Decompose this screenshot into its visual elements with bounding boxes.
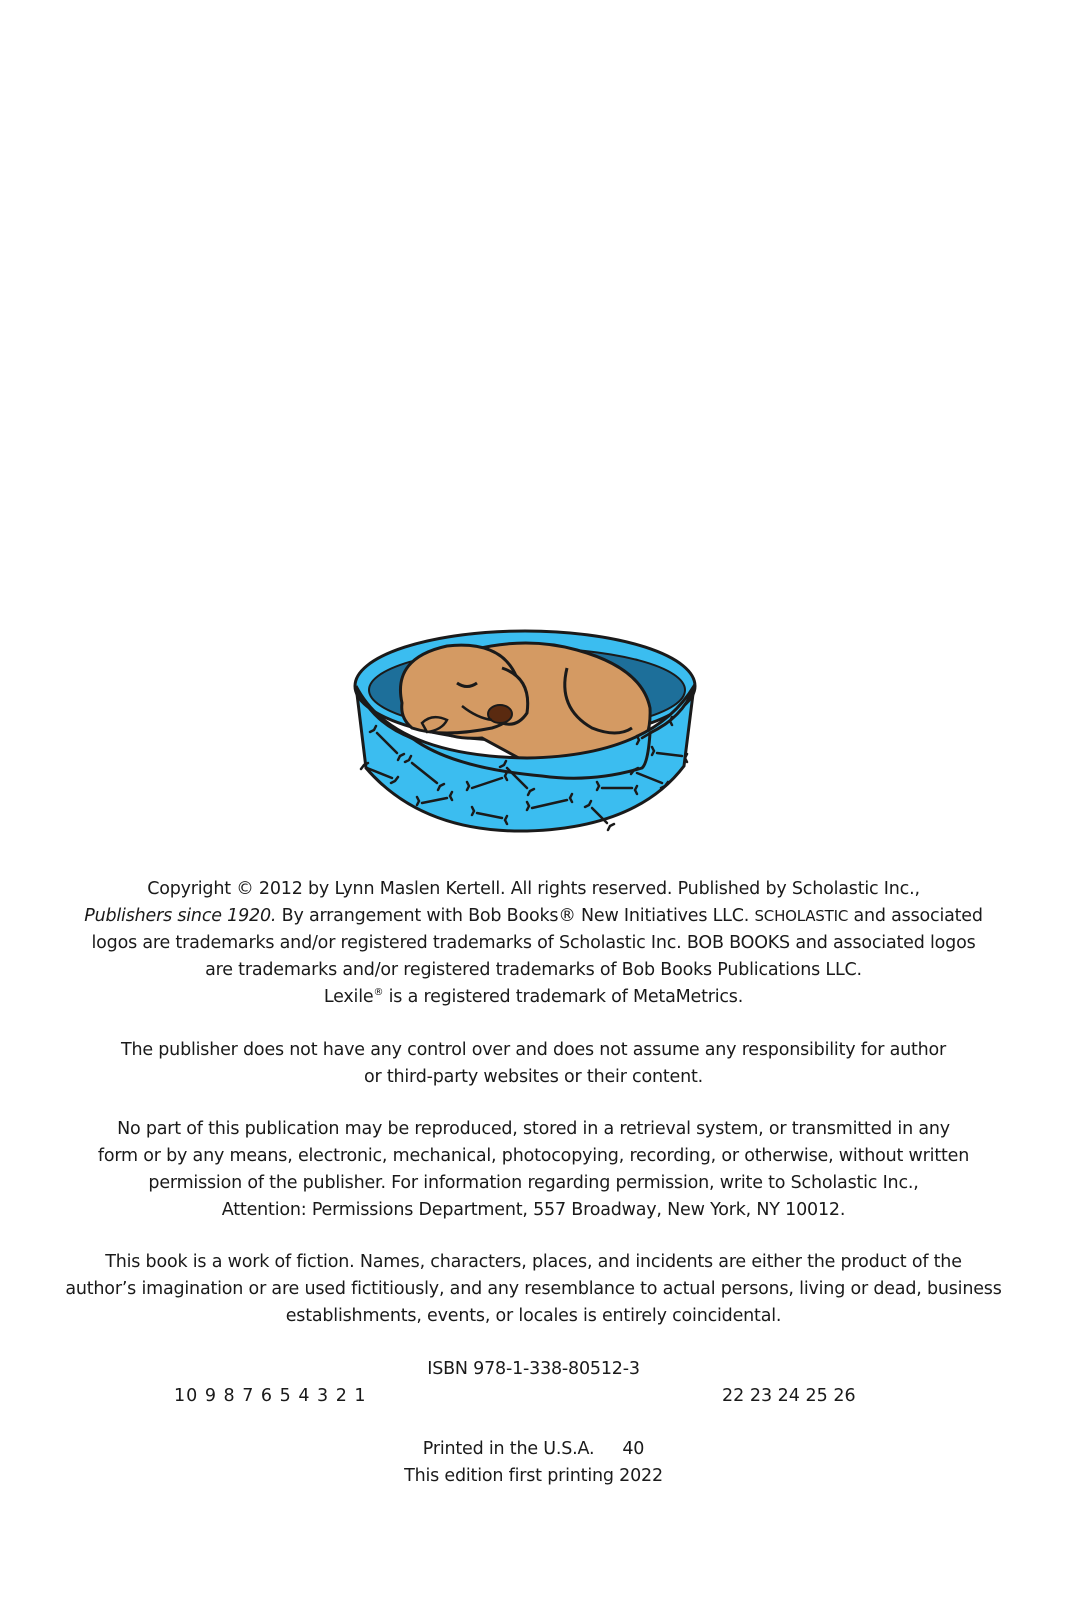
reproduction-line-1: No part of this publication may be reproduced, stored in a retrieval system, or transmitted in any (117, 1119, 950, 1139)
edition-line: This edition first printing 2022 (404, 1466, 663, 1486)
lexile-trademark-text: is a registered trademark of MetaMetrics. (383, 987, 744, 1007)
registered-mark: ® (373, 987, 384, 999)
printing-info (0, 1436, 1067, 1490)
publishers-since-text: Publishers since 1920. (84, 906, 277, 926)
copyright-notice (0, 876, 1067, 1011)
isbn (0, 1356, 1067, 1383)
copyright-line-1: Copyright © 2012 by Lynn Maslen Kertell. All rights reserved. Published by Scholastic Inc., (147, 879, 920, 899)
fiction-line-1: This book is a work of fiction. Names, characters, places, and incidents are either the product of the (105, 1252, 962, 1272)
fiction-notice (0, 1249, 1067, 1330)
sleeping-dog-in-bed-illustration (352, 628, 698, 833)
scholastic-small-caps: SCHOLASTIC (754, 907, 849, 925)
copyright-line-3: logos are trademarks and/or registered trademarks of Scholastic Inc. BOB BOOKS and associated logos (91, 933, 976, 953)
copyright-line-2-text-a: By arrangement with Bob Books® New Initiatives LLC. (276, 906, 755, 926)
copyright-line-2-text-b: and associated (848, 906, 983, 926)
printed-in-line (0, 1436, 1067, 1463)
printed-in-text: Printed in the U.S.A. (422, 1439, 595, 1459)
fiction-line-2: author’s imagination or are used fictitiously, and any resemblance to actual persons, living or dead, business (65, 1279, 1002, 1299)
copyright-line-5 (0, 984, 1067, 1011)
copyright-line-2 (0, 903, 1067, 930)
lexile-text: Lexile (323, 987, 374, 1007)
reproduction-notice (0, 1116, 1067, 1224)
isbn-text: ISBN 978-1-338-80512-3 (427, 1359, 640, 1379)
fiction-line-3: establishments, events, or locales is entirely coincidental. (285, 1306, 782, 1326)
publisher-disclaimer (0, 1037, 1067, 1091)
printer-code: 40 (622, 1439, 645, 1459)
copyright-line-4: are trademarks and/or registered trademarks of Bob Books Publications LLC. (205, 960, 862, 980)
reproduction-line-3: permission of the publisher. For information regarding permission, write to Scholastic Inc., (148, 1173, 919, 1193)
reproduction-line-2: form or by any means, electronic, mechanical, photocopying, recording, or otherwise, without written (97, 1146, 970, 1166)
printing-year-line: 22 23 24 25 26 (722, 1386, 856, 1406)
printing-number-line: 10 9 8 7 6 5 4 3 2 1 (174, 1386, 367, 1406)
reproduction-line-4: Attention: Permissions Department, 557 Broadway, New York, NY 10012. (221, 1200, 846, 1220)
disclaimer-line-2: or third-party websites or their content. (363, 1067, 704, 1087)
disclaimer-line-1: The publisher does not have any control over and does not assume any responsibility for author (120, 1040, 947, 1060)
